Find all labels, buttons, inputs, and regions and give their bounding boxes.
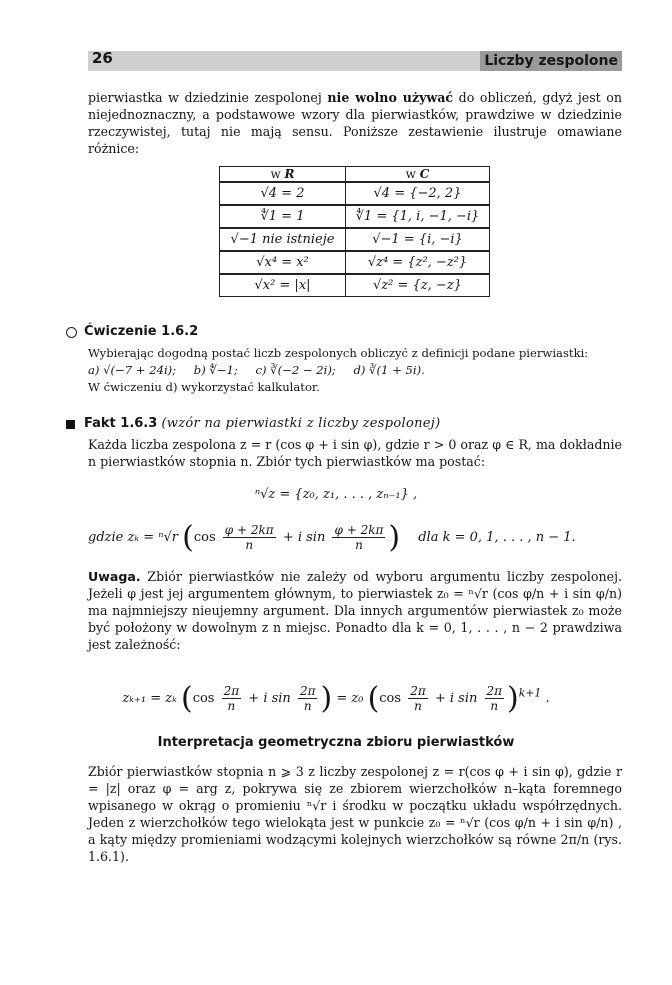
running-header bbox=[88, 47, 622, 71]
table-cell-complex: √z⁴ = {z², −z²} bbox=[346, 251, 490, 274]
table-cell-real: √4 = 2 bbox=[220, 182, 346, 205]
intro-emphasis: nie wolno używać bbox=[327, 90, 454, 105]
exercise-part-b: b) ∜−1; bbox=[193, 363, 238, 377]
remark-label: Uwaga. bbox=[88, 569, 141, 584]
table-cell-complex: √z² = {z, −z} bbox=[346, 274, 490, 297]
fact-square-icon bbox=[66, 420, 75, 429]
table-row bbox=[220, 228, 490, 251]
exercise-part-c: c) ∛(−2 − 2i); bbox=[255, 363, 336, 377]
chapter-title: Liczby zespolone bbox=[480, 51, 622, 71]
exercise-note: W ćwiczeniu d) wykorzystać kalkulator. bbox=[88, 380, 320, 394]
exercise-instruction: Wybierając dogodną postać liczb zespolonych obliczyć z definicji podane pierwiastki: bbox=[88, 346, 589, 360]
fraction: $\frac{\varphi + 2k\pi}{n}$ bbox=[224, 523, 274, 552]
equation-root-set: ⁿ√z = {z₀, z₁, . . . , zₙ₋₁} , bbox=[254, 487, 418, 502]
exercise-part-d: d) ∛(1 + 5i). bbox=[353, 363, 425, 377]
page-number: 26 bbox=[92, 49, 113, 67]
table-cell-real: √−1 nie istnieje bbox=[220, 228, 346, 251]
fact-body: Każda liczba zespolona z = r (cos φ + i sin φ), gdzie r > 0 oraz φ ∈ R, ma dokładnie n pierwiastków stopnia n. Zbiór tych pierwiastków ma postać: bbox=[88, 437, 622, 469]
fraction: $\frac{2\pi}{n}$ bbox=[299, 684, 316, 713]
table-row bbox=[220, 251, 490, 274]
comparison-table bbox=[219, 166, 490, 297]
fraction: $\frac{2\pi}{n}$ bbox=[486, 684, 503, 713]
fraction: $\frac{2\pi}{n}$ bbox=[223, 684, 240, 713]
table-row bbox=[220, 182, 490, 205]
remark-paragraph: Uwaga. Zbiór pierwiastków nie zależy od wyboru argumentu liczby zespolonej. Jeżeli φ jest jej argumentem głównym, to pierwiastek z₀ = ⁿ√r (cos φ/n + i sin φ/n) ma najmniejszy nieujemny argument. Dla innych argumentów pierwiastek z₀ może być położony w dowolnym z n miejsc. Ponadto dla k = 0, 1, . . . , n − 2 prawdziwa jest zależność: bbox=[88, 569, 622, 652]
equation-zk: gdzie zₖ = ⁿ√r (cos $\frac{\varphi + 2k\pi}{n}$ + i sin $\frac{\varphi + 2k\pi}{n}$ ) dla k = 0, 1, . . . , n − 1. bbox=[88, 520, 576, 555]
fraction: $\frac{\varphi + 2k\pi}{n}$ bbox=[334, 523, 384, 552]
table-row bbox=[220, 274, 490, 297]
exercise-circle-icon bbox=[66, 327, 77, 338]
geometry-paragraph: Zbiór pierwiastków stopnia n ⩾ 3 z liczby zespolonej z = r(cos φ + i sin φ), gdzie r = |z| oraz φ = arg z, pokrywa się ze zbiorem wierzchołków n–kąta foremnego wpisanego w okrąg o promieniu ⁿ√r i środku w początku układu współrzędnych. Jeden z wierzchołków tego wielokąta jest w punkcie z₀ = ⁿ√r (cos φ/n + i sin φ/n) , a kąty między promieniami wodzącymi kolejnych wierzchołków są równe 2π/n (rys. 1.6.1). bbox=[88, 764, 622, 864]
exercise-part-a: a) √(−7 + 24i); bbox=[88, 363, 177, 377]
table-row bbox=[220, 205, 490, 228]
section-heading: Interpretacja geometryczna zbioru pierwiastków bbox=[157, 735, 515, 750]
exercise-title: Ćwiczenie 1.6.2 bbox=[84, 324, 199, 339]
table-header-real: w R bbox=[220, 167, 346, 183]
intro-paragraph: pierwiastka w dziedzinie zespolonej nie wolno używać do obliczeń, gdyż jest on niejednoznaczny, a podstawowe wzory dla pierwiastków, prawdziwe w dziedzinie rzeczywistej, tutaj nie mają sensu. Poniższe zestawienie ilustruje omawiane różnice: bbox=[88, 90, 622, 156]
table-header-complex: w C bbox=[346, 167, 490, 183]
table-cell-real: √x⁴ = x² bbox=[220, 251, 346, 274]
table-cell-real: ∜1 = 1 bbox=[220, 205, 346, 228]
fact-title: Fakt 1.6.3 (wzór na pierwiastki z liczby zespolonej) bbox=[84, 416, 441, 431]
exercise-parts bbox=[88, 362, 622, 379]
table-cell-complex: ∜1 = {1, i, −1, −i} bbox=[346, 205, 490, 228]
fact-subtitle: (wzór na pierwiastki z liczby zespolonej) bbox=[161, 416, 441, 431]
table-cell-real: √x² = |x| bbox=[220, 274, 346, 297]
table-cell-complex: √−1 = {i, −i} bbox=[346, 228, 490, 251]
equation-recurrence: zₖ₊₁ = zₖ (cos $\frac{2\pi}{n}$ + i sin $\frac{2\pi}{n}$ ) = z₀ (cos $\frac{2\pi}{n}$ + i sin $\frac{2\pi}{n}$ )$^{k+1}$ . bbox=[122, 681, 550, 716]
exercise-body bbox=[88, 345, 622, 396]
table-cell-complex: √4 = {−2, 2} bbox=[346, 182, 490, 205]
fraction: $\frac{2\pi}{n}$ bbox=[410, 684, 426, 713]
